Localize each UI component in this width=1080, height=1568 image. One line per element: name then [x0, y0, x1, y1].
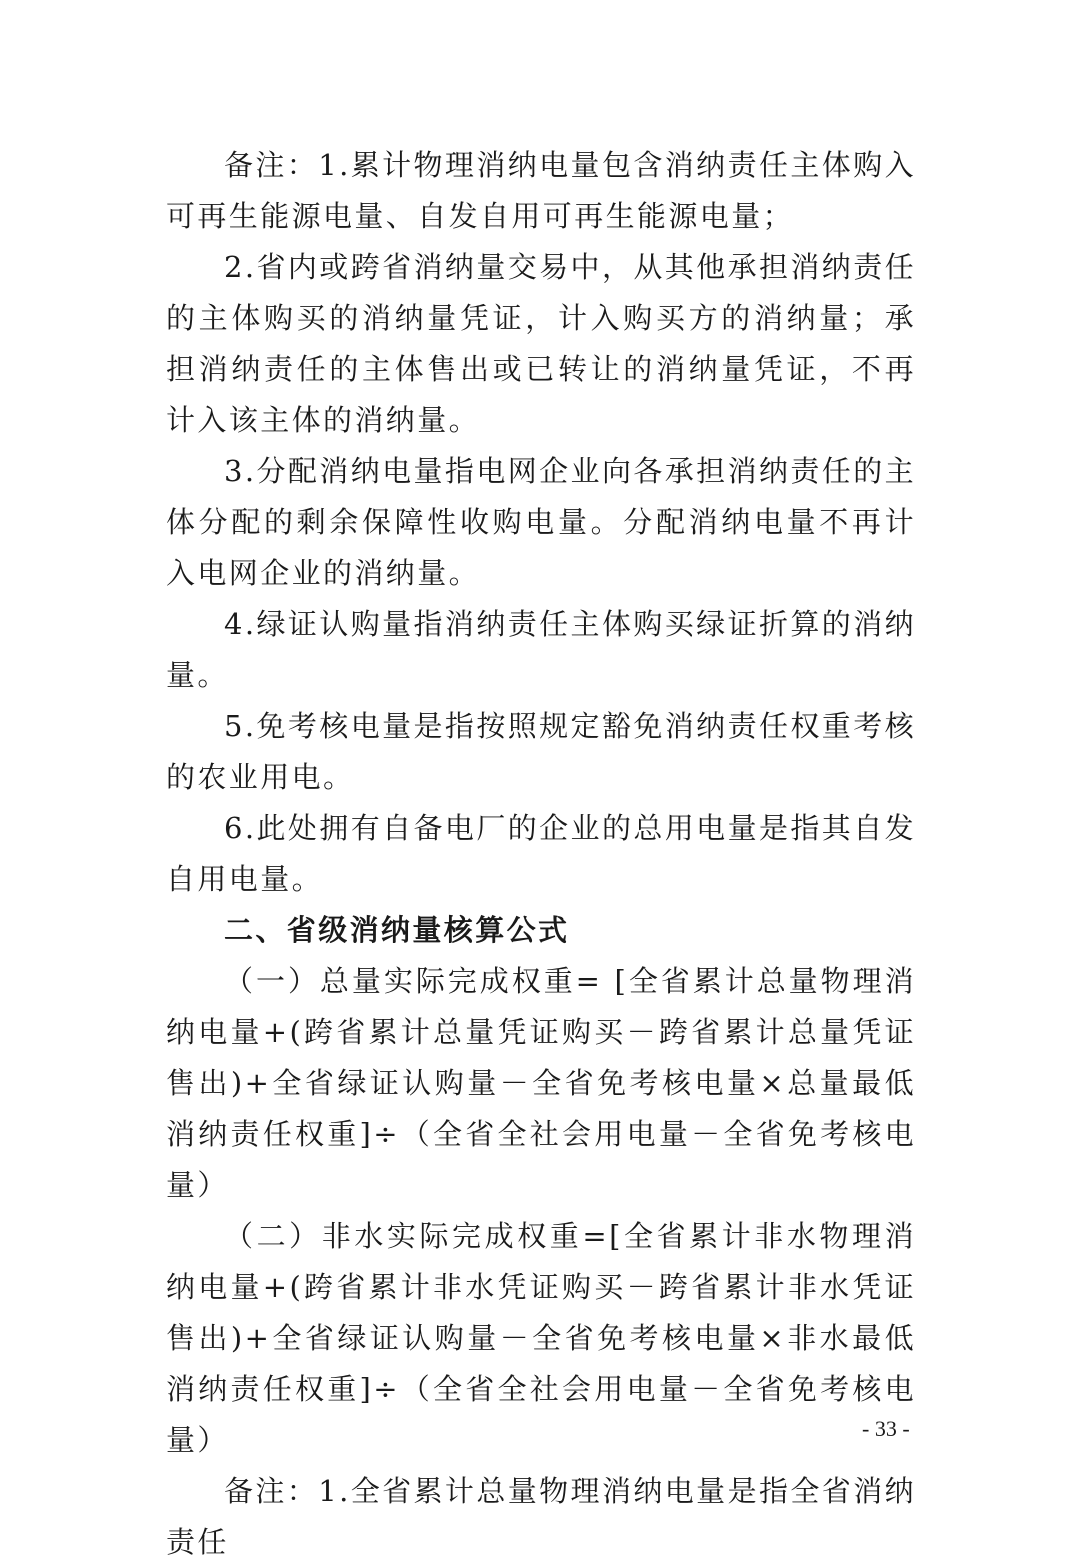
note-paragraph-6: 6.此处拥有自备电厂的企业的总用电量是指其自发自用电量。: [166, 811, 916, 896]
page-number: - 33 -: [862, 1416, 910, 1441]
note-paragraph-3: 3.分配消纳电量指电网企业向各承担消纳责任的主体分配的剩余保障性收购电量。分配消纳电量不再计入电网企业的消纳量。: [166, 454, 916, 590]
note-paragraph-2: 2.省内或跨省消纳量交易中，从其他承担消纳责任的主体购买的消纳量凭证，计入购买方的消纳量；承担消纳责任的主体售出或已转让的消纳量凭证，不再计入该主体的消纳量。: [166, 250, 916, 437]
section-heading: 二、省级消纳量核算公式: [224, 913, 570, 947]
note-paragraph-1: 备注：1.累计物理消纳电量包含消纳责任主体购入可再生能源电量、自发自用可再生能源电量；: [166, 148, 916, 233]
note-paragraph-4: 4.绿证认购量指消纳责任主体购买绿证折算的消纳量。: [166, 607, 916, 692]
note-paragraph-5: 5.免考核电量是指按照规定豁免消纳责任权重考核的农业用电。: [166, 709, 916, 794]
formula-non-hydro-weight: （二）非水实际完成权重=[全省累计非水物理消纳电量+(跨省累计非水凭证购买－跨省累计非水凭证售出)+全省绿证认购量－全省免考核电量×非水最低消纳责任权重]÷（全省全社会用电量－全省免考核电量）: [166, 1219, 916, 1457]
document-body: [166, 140, 916, 1568]
final-note-paragraph: 备注：1.全省累计总量物理消纳电量是指全省消纳责任: [166, 1474, 916, 1559]
formula-total-weight: （一）总量实际完成权重= [全省累计总量物理消纳电量+(跨省累计总量凭证购买－跨省累计总量凭证售出)+全省绿证认购量－全省免考核电量×总量最低消纳责任权重]÷（全省全社会用电量－全省免考核电量）: [166, 964, 916, 1202]
